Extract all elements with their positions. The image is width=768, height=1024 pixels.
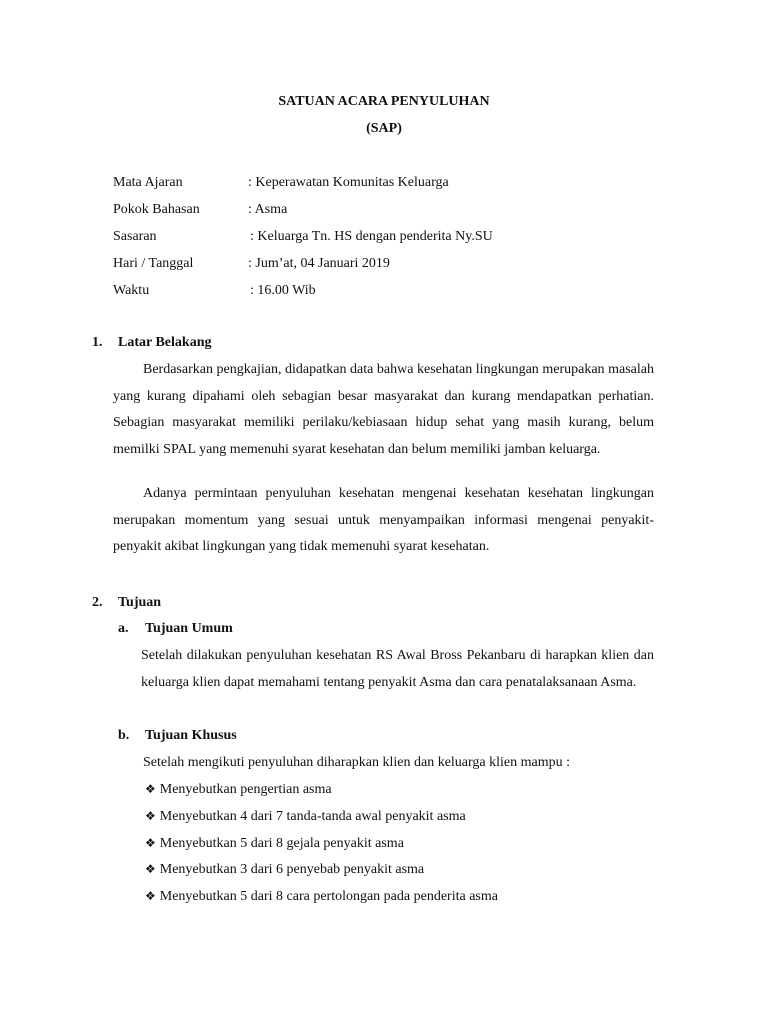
subsection-letter: b.: [118, 728, 130, 743]
diamond-bullet-icon: ❖: [145, 782, 156, 796]
list-item: ❖ Menyebutkan 3 dari 6 penyebab penyakit asma: [145, 862, 425, 877]
section-heading: Latar Belakang: [118, 335, 212, 350]
info-label: Sasaran: [113, 229, 157, 244]
list-item: ❖ Menyebutkan 5 dari 8 cara pertolongan pada penderita asma: [145, 889, 498, 904]
section-heading: Tujuan: [118, 595, 162, 610]
diamond-bullet-icon: ❖: [145, 809, 156, 823]
subsection-heading: Tujuan Umum: [145, 621, 233, 636]
info-value: : Jum’at, 04 Januari 2019: [248, 256, 390, 271]
paragraph: Berdasarkan pengkajian, didapatkan data bahwa kesehatan lingkungan merupakan masalah yang kurang dipahami oleh sebagian besar masyarakat dan kurang mendapatkan perhatian. Sebagian masyarakat memiliki perilaku/kebiasaan hidup sehat yang masih kurang, belum memilki SPAL yang memenuhi syarat kesehatan dan belum memiliki jamban keluarga.: [113, 362, 654, 458]
list-item: ❖ Menyebutkan pengertian asma: [145, 782, 332, 797]
info-value: : Asma: [248, 202, 288, 217]
section-number: 1.: [92, 335, 103, 350]
list-item: ❖ Menyebutkan 4 dari 7 tanda-tanda awal penyakit asma: [145, 809, 466, 824]
diamond-bullet-icon: ❖: [145, 836, 156, 850]
info-label: Mata Ajaran: [113, 175, 183, 190]
list-intro: Setelah mengikuti penyuluhan diharapkan klien dan keluarga klien mampu :: [143, 755, 571, 770]
paragraph: Adanya permintaan penyuluhan kesehatan mengenai kesehatan kesehatan lingkungan merupakan momentum yang sesuai untuk menyampaikan informasi mengenai penyakit-penyakit akibat lingkungan yang tidak memenuhi syarat kesehatan.: [113, 486, 654, 555]
diamond-bullet-icon: ❖: [145, 862, 156, 876]
subsection-letter: a.: [118, 621, 129, 636]
info-label: Waktu: [113, 283, 150, 298]
document-title: SATUAN ACARA PENYULUHAN: [278, 94, 490, 109]
paragraph: Setelah dilakukan penyuluhan kesehatan RS Awal Bross Pekanbaru di harapkan klien dan keluarga klien dapat memahami tentang penyakit Asma dan cara penatalaksanaan Asma.: [141, 648, 654, 690]
document-subtitle: (SAP): [366, 121, 402, 136]
section-number: 2.: [92, 595, 103, 610]
subsection-heading: Tujuan Khusus: [145, 728, 237, 743]
info-value: : 16.00 Wib: [250, 283, 316, 298]
diamond-bullet-icon: ❖: [145, 889, 156, 903]
info-label: Hari / Tanggal: [113, 256, 194, 271]
list-item: ❖ Menyebutkan 5 dari 8 gejala penyakit asma: [145, 836, 404, 851]
info-value: : Keperawatan Komunitas Keluarga: [248, 175, 449, 190]
info-label: Pokok Bahasan: [113, 202, 200, 217]
info-value: : Keluarga Tn. HS dengan penderita Ny.SU: [250, 229, 493, 244]
